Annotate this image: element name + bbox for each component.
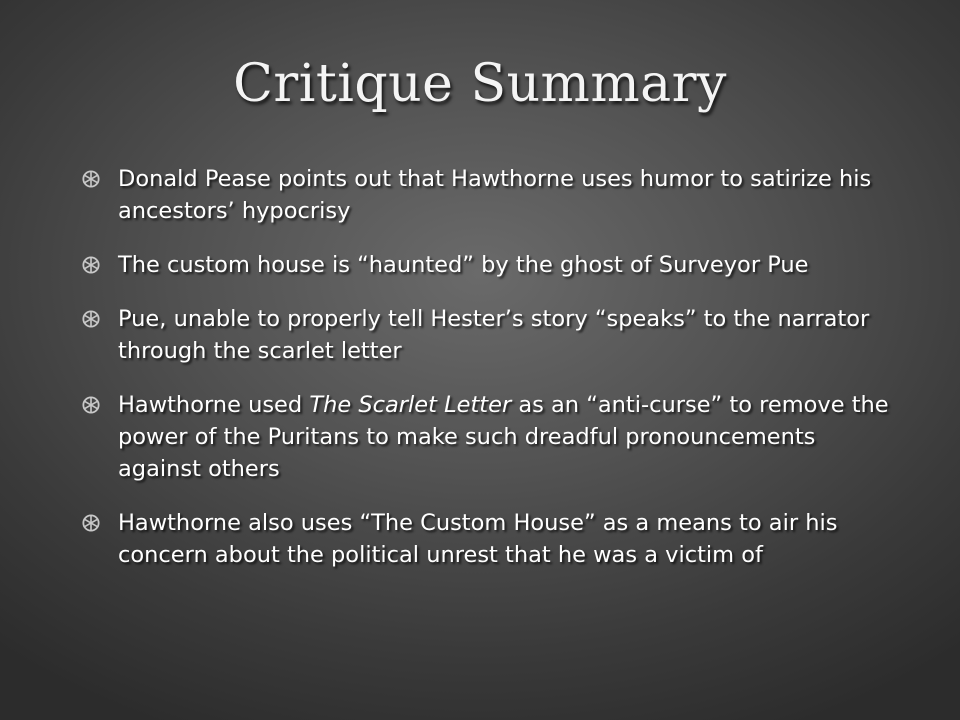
bullet-item xyxy=(80,163,900,227)
bullet-item xyxy=(80,249,900,281)
bullet-text: Donald Pease points out that Hawthorne uses humor to satirize his ancestors’ hypocrisy xyxy=(118,166,872,224)
segmented-circle-icon xyxy=(82,310,100,328)
segmented-circle-icon xyxy=(82,256,100,274)
book-title: The Scarlet Letter xyxy=(309,392,512,418)
slide-title: Critique Summary xyxy=(233,54,727,114)
bullet-item xyxy=(80,507,900,571)
segmented-circle-icon xyxy=(82,396,100,414)
bullet-text: Pue, unable to properly tell Hester’s story “speaks” to the narrator through the scarlet letter xyxy=(118,306,870,364)
bullet-text: Hawthorne used The Scarlet Letter as an “anti-curse” to remove the power of the Puritans to make such dreadful pronouncements against others xyxy=(118,392,889,482)
bullet-text: Hawthorne also uses “The Custom House” as a means to air his concern about the political unrest that he was a victim of xyxy=(118,510,838,568)
bullet-text: The custom house is “haunted” by the ghost of Surveyor Pue xyxy=(118,252,809,278)
segmented-circle-icon xyxy=(82,514,100,532)
bullet-item xyxy=(80,303,900,367)
segmented-circle-icon xyxy=(82,170,100,188)
bullet-item xyxy=(80,389,900,485)
bullet-list xyxy=(80,163,900,593)
